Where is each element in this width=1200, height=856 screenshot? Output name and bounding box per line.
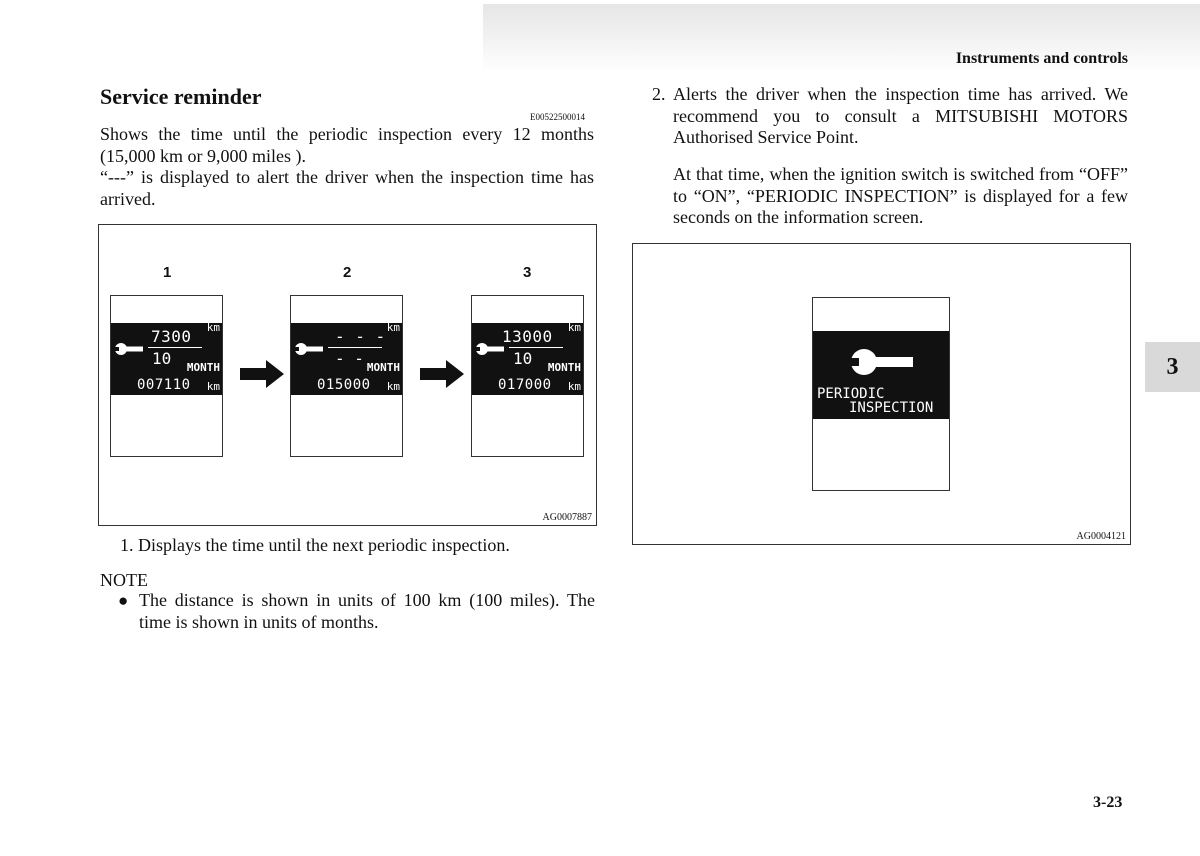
fraction-line: [148, 347, 202, 348]
note-title: NOTE: [100, 570, 148, 590]
ignition-paragraph: At that time, when the ignition switch is switched from “OFF” to “ON”, “PERIODIC INSPECTION” is displayed for a few seconds on the information screen.: [673, 164, 1128, 227]
odometer-value: 007110: [137, 377, 191, 393]
display-panel-2: [290, 295, 403, 457]
display-panel-3: [471, 295, 584, 457]
inspection-line-1: PERIODIC: [817, 386, 885, 402]
inspection-line-2: INSPECTION: [849, 400, 934, 416]
arrow-right-icon: [240, 360, 284, 388]
odometer-unit: km: [386, 380, 400, 393]
distance-remaining: 7300: [151, 327, 192, 346]
fraction-line: [509, 347, 563, 348]
panel-label-3: 3: [523, 264, 532, 281]
month-unit: MONTH: [547, 361, 581, 374]
months-remaining: 10: [152, 349, 172, 368]
wrench-icon: [849, 347, 915, 377]
page-heading: Service reminder: [100, 84, 262, 109]
panel-label-1: 1: [163, 264, 172, 281]
list-item-1: 1. Displays the time until the next periodic inspection.: [120, 535, 510, 555]
display-screen: [291, 323, 402, 395]
fraction-line: [328, 347, 382, 348]
section-code: E00522500014: [530, 112, 585, 122]
panel-label-2: 2: [343, 264, 352, 281]
distance-unit: km: [567, 321, 581, 334]
odometer-unit: km: [206, 380, 220, 393]
figure-code: AG0007887: [542, 512, 592, 523]
chapter-tab: [1145, 342, 1200, 392]
section-title: Instruments and controls: [955, 50, 1128, 67]
display-panel-1: [110, 295, 223, 457]
display-screen: [111, 323, 222, 395]
distance-unit: km: [386, 321, 400, 334]
distance-unit: km: [206, 321, 220, 334]
service-display-figure: [98, 224, 597, 526]
month-unit: MONTH: [186, 361, 220, 374]
bullet-icon: ●: [118, 591, 129, 610]
page-number: 3-23: [1093, 794, 1123, 811]
months-remaining: 10: [513, 349, 533, 368]
info-screen-panel: [812, 297, 950, 491]
figure-code: AG0004121: [1076, 531, 1126, 542]
wrench-icon: [475, 340, 505, 358]
list-item-2-text: Alerts the driver when the inspection time has arrived. We recommend you to consult a MITSUBISHI MOTORS Authorised Service Point.: [673, 84, 1128, 147]
wrench-icon: [294, 340, 324, 358]
list-item-2-number: 2.: [652, 84, 666, 104]
info-screen: [813, 331, 949, 419]
months-remaining: - -: [335, 349, 364, 368]
alert-paragraph: “---” is displayed to alert the driver when the inspection time has arrived.: [100, 167, 594, 209]
note-text: The distance is shown in units of 100 km (100 miles). The time is shown in units of months.: [139, 590, 595, 632]
distance-remaining: 13000: [502, 327, 553, 346]
month-unit: MONTH: [366, 361, 400, 374]
intro-paragraph: Shows the time until the periodic inspection every 12 months (15,000 km or 9,000 miles ).: [100, 124, 594, 166]
distance-remaining: - - -: [335, 327, 386, 346]
arrow-right-icon: [420, 360, 464, 388]
odometer-value: 017000: [498, 377, 552, 393]
display-screen: [472, 323, 583, 395]
wrench-icon: [114, 340, 144, 358]
odometer-unit: km: [567, 380, 581, 393]
odometer-value: 015000: [317, 377, 371, 393]
chapter-number: 3: [1166, 353, 1179, 380]
